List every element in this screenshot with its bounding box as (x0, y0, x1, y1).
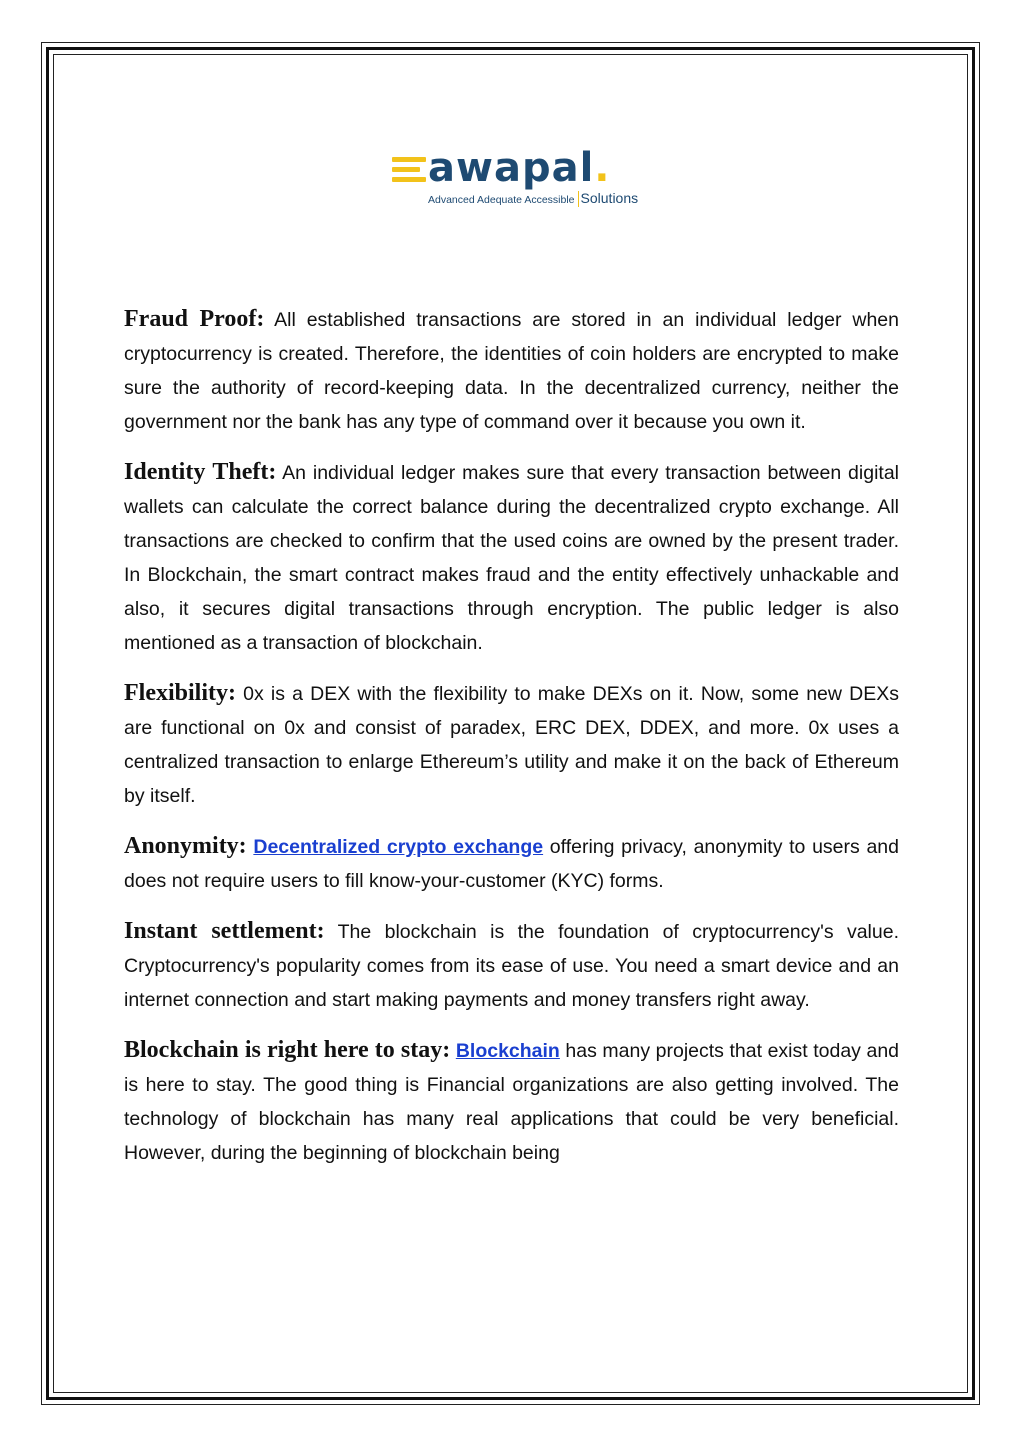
section-heading: Fraud Proof: (124, 306, 265, 332)
section-heading: Anonymity: (124, 833, 247, 859)
blockchain-link[interactable]: Blockchain (455, 1040, 560, 1062)
section-identity-theft (124, 455, 899, 660)
section-flexibility (124, 676, 899, 813)
section-instant-settlement (124, 914, 899, 1017)
section-text: has many projects that exist today and is here to stay. The good thing is Financial organizations are also getting involved. The technology of blockchain has many real applications that could be very beneficial. However, during the beginning of blockchain being (124, 1040, 900, 1164)
document-body (124, 302, 899, 1186)
section-text: offering privacy, anonymity to users and does not require users to fill know-your-customer (KYC) forms. (124, 836, 899, 892)
logo-bars-icon (392, 157, 426, 183)
section-heading: Blockchain is right here to stay: (124, 1037, 451, 1063)
section-text: All established transactions are stored in an individual ledger when cryptocurrency is created. Therefore, the identities of coin holders are encrypted to make sure the authority of record-keeping data. In the decentralized currency, neither the government nor the bank has any type of command over it because you own it. (124, 309, 899, 433)
section-heading: Identity Theft: (124, 459, 277, 485)
logo-solutions: Solutions (580, 190, 639, 206)
section-text: An individual ledger makes sure that every transaction between digital wallets can calculate the correct balance during the decentralized crypto exchange. All transactions are checked to confirm that the used coins are owned by the present trader. In Blockchain, the smart contract makes fraud and the entity effectively unhackable and also, it secures digital transactions through encryption. The public ledger is also mentioned as a transaction of blockchain. (124, 462, 900, 654)
section-text: 0x is a DEX with the flexibility to make DEXs on it. Now, some new DEXs are functional on 0x and consist of paradex, ERC DEX, DDEX, and more. 0x uses a centralized transaction to enlarge Ethereum’s utility and make it on the back of Ethereum by itself. (124, 683, 899, 807)
section-blockchain-stay (124, 1033, 899, 1170)
decentralized-crypto-exchange-link[interactable]: Decentralized crypto exchange (253, 836, 544, 858)
section-anonymity (124, 829, 899, 898)
section-fraud-proof (124, 302, 899, 439)
logo-wordmark: awapal. (428, 145, 611, 191)
section-heading: Flexibility: (124, 680, 236, 706)
company-logo (392, 145, 639, 212)
section-text: The blockchain is the foundation of cryptocurrency's value. Cryptocurrency's popularity comes from its ease of use. You need a smart device and an internet connection and start making payments and money transfers right away. (124, 921, 899, 1011)
section-heading: Instant settlement: (124, 918, 325, 944)
logo-tagline: Advanced Adequate Accessible Solutions (428, 190, 639, 206)
